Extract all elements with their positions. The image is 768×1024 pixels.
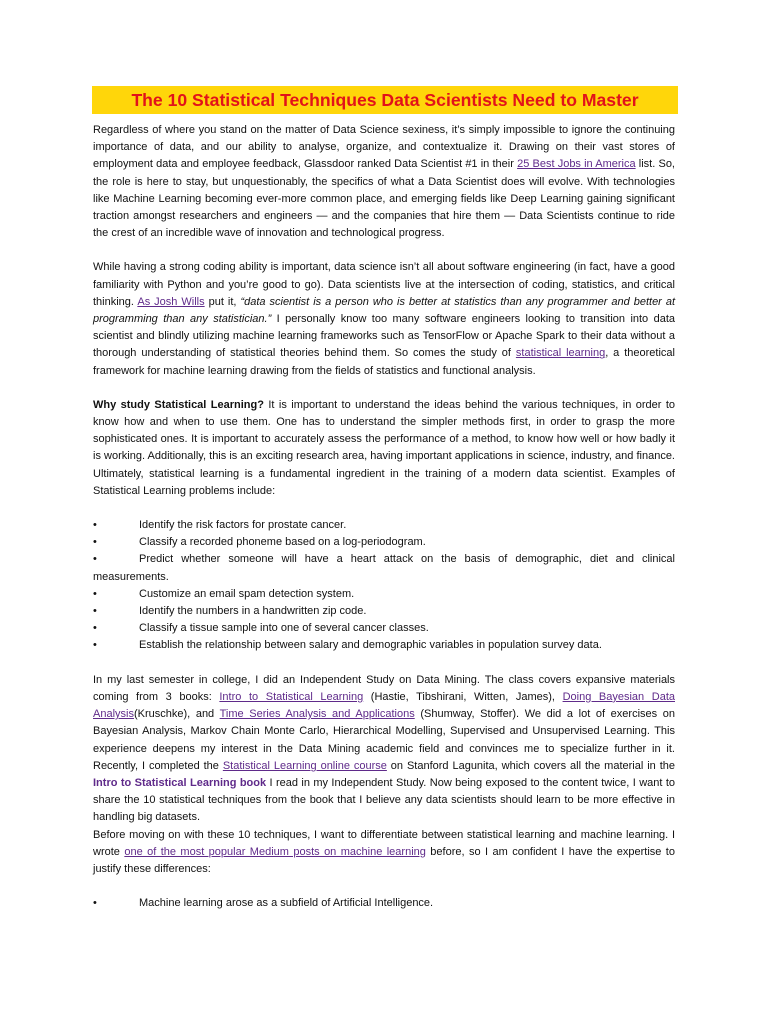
- list-item-text: Classify a recorded phoneme based on a log-periodogram.: [139, 536, 426, 549]
- text-run: (Kruschke), and: [133, 708, 220, 721]
- link-doing-bayesian-data-analysis[interactable]: Doing Bayesian Data Analysis: [93, 690, 675, 721]
- document-title: The 10 Statistical Techniques Data Scientists Need to Master: [131, 89, 639, 110]
- text-run: , a theoretical framework for machine learning drawing from the fields of statistics and functional analysis.: [93, 347, 675, 377]
- link-statistical-learning-course[interactable]: Statistical Learning online course: [222, 759, 387, 772]
- bullet-icon: •: [93, 605, 97, 618]
- paragraph-intro: [93, 122, 675, 242]
- text-run: Regardless of where you stand on the matter of Data Science sexiness, it’s simply impossible to ignore the continuing importance of data, and our ability to analyse, organize, and contextualize it. Drawing on their vast stores of employment data and employee feedback, Glassdoor ranked Data Scientist #1 in their: [93, 124, 675, 171]
- list-item: [93, 620, 675, 637]
- link-medium-post[interactable]: one of the most popular Medium posts on machine learning: [124, 845, 426, 858]
- text-run: (Hastie, Tibshirani, Witten, James),: [363, 690, 563, 703]
- text-run: While having a strong coding ability is important, data science isn’t all about software engineering (in fact, have a good familiarity with Python and you’re good to go). Data scientists live at the intersection of coding, statistics, and critical thinking.: [93, 261, 675, 308]
- text-run: In my last semester in college, I did an Independent Study on Data Mining. The class covers expansive materials coming from 3 books:: [93, 673, 675, 703]
- list-item: [93, 551, 675, 585]
- text-run: put it,: [204, 295, 241, 308]
- link-best-jobs[interactable]: 25 Best Jobs in America: [517, 158, 636, 171]
- paragraph-coding: [93, 259, 675, 379]
- paragraph-differentiate: [93, 827, 675, 879]
- bullet-icon: •: [93, 519, 97, 532]
- bullet-icon: •: [93, 897, 97, 910]
- text-run: Before moving on with these 10 techniques, I want to differentiate between statistical learning and machine learning. I wrote: [93, 828, 675, 858]
- list-item-text: Identify the risk factors for prostate cancer.: [139, 519, 347, 532]
- title-banner: [92, 86, 678, 114]
- bold-book-title[interactable]: Intro to Statistical Learning book: [93, 776, 267, 789]
- bullet-icon: •: [93, 536, 97, 549]
- list-item-text: Identify the numbers in a handwritten zip code.: [139, 605, 367, 618]
- link-josh-wills[interactable]: As Josh Wills: [137, 295, 205, 308]
- text-run: It is important to understand the ideas behind the various techniques, in order to know how and when to use them. One has to understand the simpler methods first, in order to grasp the more sophisticated ones. It is important to accurately assess the performance of a method, to know how well or how badly it is working. Additionally, this is an exciting research area, having important applications in science, industry, and finance. Ultimately, statistical learning is a fundamental ingredient in the training of a modern data scientist. Examples of Statistical Learning problems include:: [93, 398, 675, 497]
- link-statistical-learning[interactable]: statistical learning: [515, 347, 606, 360]
- bullet-list-examples: [93, 517, 675, 655]
- text-run: on Stanford Lagunita, which covers all the material in the: [386, 759, 675, 772]
- quote-text: “data scientist is a person who is better at statistics than any programmer and better at programming than any statistician.”: [93, 295, 676, 326]
- link-intro-statistical-learning[interactable]: Intro to Statistical Learning: [219, 690, 364, 703]
- paragraph-why-study: [93, 397, 675, 500]
- text-run: I personally know too many software engineers looking to transition into data scientist and blindly utilizing machine learning frameworks such as TensorFlow or Apache Spark to their data without a thorough understanding of statistical theories behind them. So comes the study of: [93, 313, 675, 360]
- text-run: before, so I am confident I have the expertise to justify these differences:: [93, 845, 675, 875]
- list-item: [93, 517, 675, 534]
- document-body: [93, 122, 675, 912]
- list-item-text: Establish the relationship between salary and demographic variables in population survey data.: [139, 639, 602, 652]
- bullet-icon: •: [93, 553, 97, 566]
- list-item: [93, 637, 675, 654]
- list-item: [93, 586, 675, 603]
- list-item-text: Predict whether someone will have a heart attack on the basis of demographic, diet and clinical measurements.: [93, 553, 675, 583]
- list-item: [93, 895, 675, 912]
- bold-heading-text: Why study Statistical Learning?: [93, 398, 264, 411]
- list-item: [93, 603, 675, 620]
- bullet-list-differences: [93, 895, 675, 912]
- bullet-icon: •: [93, 639, 97, 652]
- list-item: [93, 534, 675, 551]
- text-run: list. So, the role is here to stay, but unquestionably, the specifics of what a Data Scientist does will evolve. With technologies like Machine Learning becoming ever-more common place, and emerging fields like Deep Learning gaining significant traction amongst researchers and engineers — and the companies that hire them — Data Scientists continue to ride the crest of an incredible wave of innovation and technological progress.: [93, 158, 675, 240]
- text-run: (Shumway, Stoffer). We did a lot of exercises on Bayesian Analysis, Markov Chain Monte Carlo, Hierarchical Modelling, Supervised and Unsupervised Learning. This experience deepens my interest in the Data Mining academic field and convinces me to specialize further in it. Recently, I completed the: [93, 708, 675, 772]
- list-item-text: Classify a tissue sample into one of several cancer classes.: [139, 622, 429, 635]
- link-time-series-analysis[interactable]: Time Series Analysis and Applications: [219, 708, 415, 721]
- list-item-text: Machine learning arose as a subfield of Artificial Intelligence.: [139, 897, 434, 910]
- bullet-icon: •: [93, 587, 97, 600]
- bullet-icon: •: [93, 622, 97, 635]
- list-item-text: Customize an email spam detection system.: [139, 587, 355, 600]
- paragraph-independent-study: [93, 672, 675, 827]
- text-run: I read in my Independent Study. Now being exposed to the content twice, I want to share the 10 statistical techniques from the book that I believe any data scientists should learn to be more effective in handling big datasets.: [93, 776, 675, 824]
